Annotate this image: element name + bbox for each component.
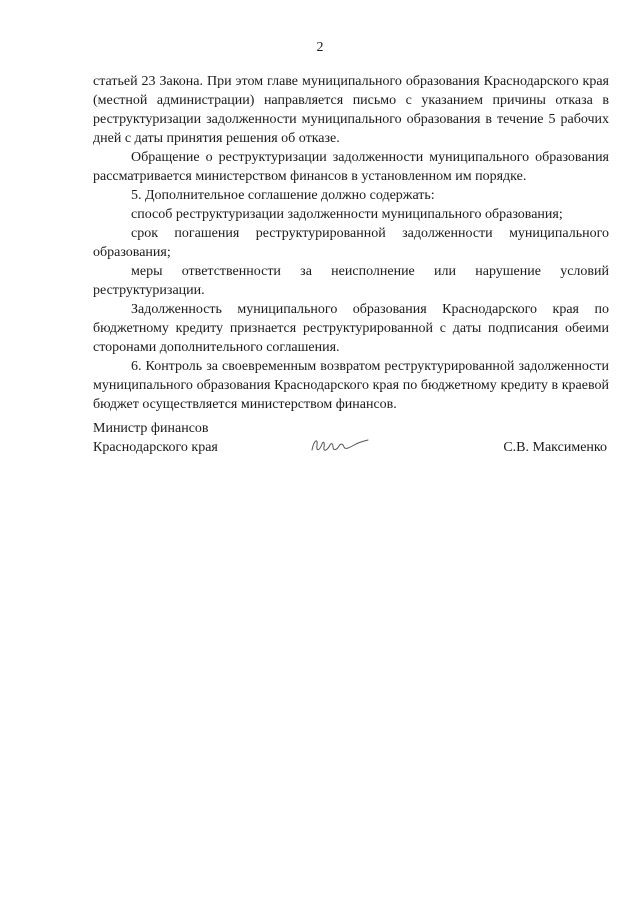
signatory-name: С.В. Максименко bbox=[503, 440, 607, 455]
signatory-title-line1: Министр финансов bbox=[93, 421, 209, 436]
page-number: 2 bbox=[316, 40, 324, 55]
paragraph-repayment-term: срок погашения реструктурированной задолженности муниципального образования; bbox=[93, 226, 609, 260]
paragraph-restructuring-method: способ реструктуризации задолженности муниципального образования; bbox=[131, 207, 563, 222]
paragraph-application-review: Обращение о реструктуризации задолженности муниципального образования рассматривается министерством финансов в установленном им порядке. bbox=[93, 150, 609, 184]
document-body bbox=[93, 72, 609, 414]
signature-block bbox=[93, 419, 609, 459]
paragraph-liability-measures: меры ответственности за неисполнение или нарушение условий реструктуризации. bbox=[93, 264, 609, 298]
paragraph-item-6-control: 6. Контроль за своевременным возвратом реструктурированной задолженности муниципального образования Краснодарского края по бюджетному кредиту в краевой бюджет осуществляется министерством финансов. bbox=[93, 359, 609, 412]
paragraph-refusal-notice: статьей 23 Закона. При этом главе муниципального образования Краснодарского края (местной администрации) направляется письмо с указанием причины отказа в реструктуризации задолженности муниципального образования в течение 5 рабочих дней с даты принятия решения об отказе. bbox=[93, 74, 609, 146]
paragraph-debt-restructured: Задолженность муниципального образования Краснодарского края по бюджетному кредиту признается реструктурированной с даты подписания обеими сторонами дополнительного соглашения. bbox=[93, 302, 609, 355]
signatory-title-line2: Краснодарского края bbox=[93, 440, 218, 455]
paragraph-item-5-heading: 5. Дополнительное соглашение должно содержать: bbox=[131, 188, 435, 203]
signatory-title bbox=[93, 419, 218, 457]
handwritten-signature bbox=[308, 432, 372, 458]
